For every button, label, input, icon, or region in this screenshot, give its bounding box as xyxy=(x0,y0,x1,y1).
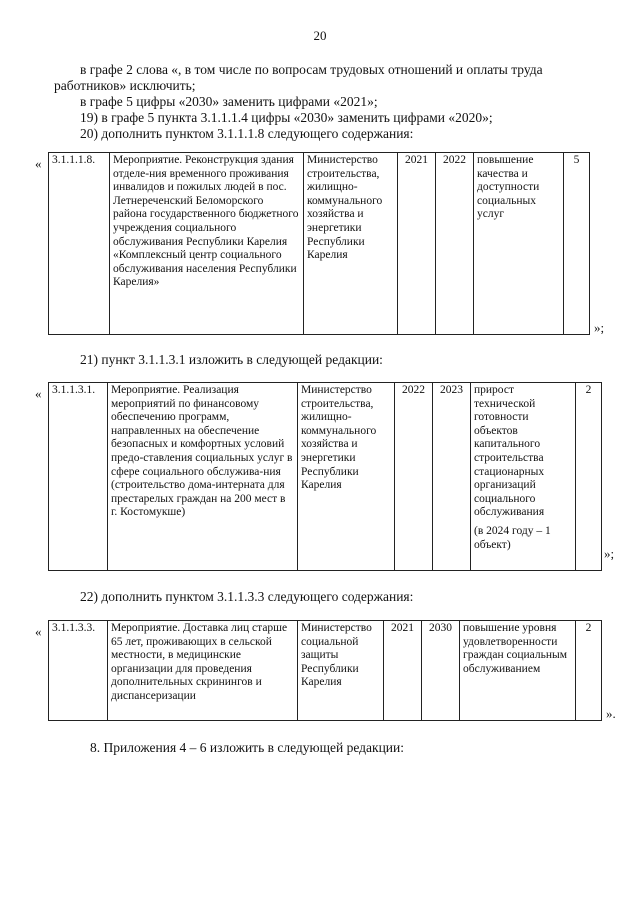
quote-close-2: »; xyxy=(604,546,615,561)
table-row xyxy=(49,383,602,571)
start-year: 2021 xyxy=(398,153,436,335)
indicator-number: 2 xyxy=(576,621,602,721)
intro-line-3: в графе 5 цифры «2030» заменить цифрами «2021»; xyxy=(80,94,378,109)
indicator-number: 5 xyxy=(564,153,590,335)
expected-result xyxy=(471,383,576,571)
amendment-table-3 xyxy=(48,620,602,721)
start-year: 2022 xyxy=(395,383,433,571)
table-row xyxy=(49,621,602,721)
paragraph-22: 22) дополнить пунктом 3.1.1.3.3 следующего содержания: xyxy=(80,589,414,604)
event-description: Мероприятие. Реконструкция здания отделе-ния временного проживания инвалидов и пожилых людей в пос. Летнереченский Беломорского района государственного бюджетного учреждения социального обслуживания Республики Карелия «Комплексный центр социального обслуживания населения Республики Карелия» xyxy=(110,153,304,335)
intro-line-4: 19) в графе 5 пункта 3.1.1.1.4 цифры «2030» заменить цифрами «2020»; xyxy=(80,110,493,125)
quote-open-1: « xyxy=(35,156,42,171)
indicator-number: 2 xyxy=(576,383,602,571)
quote-open-2: « xyxy=(35,386,42,401)
amendment-table-2 xyxy=(48,382,602,571)
paragraph-8: 8. Приложения 4 – 6 изложить в следующей редакции: xyxy=(90,740,405,755)
intro-line-5: 20) дополнить пунктом 3.1.1.1.8 следующего содержания: xyxy=(80,126,414,141)
end-year: 2023 xyxy=(433,383,471,571)
quote-open-3: « xyxy=(35,624,42,639)
end-year: 2022 xyxy=(436,153,474,335)
result-text: прирост технической готовности объектов капитального строительства стационарных организаций социального обслуживания xyxy=(474,384,545,519)
item-code: 3.1.1.1.8. xyxy=(49,153,110,335)
paragraph-21: 21) пункт 3.1.1.3.1 изложить в следующей редакции: xyxy=(80,352,383,367)
amendment-table-1 xyxy=(48,152,590,335)
expected-result: повышение качества и доступности социальных услуг xyxy=(474,153,564,335)
item-code: 3.1.1.3.1. xyxy=(49,383,108,571)
intro-line-1: в графе 2 слова «, в том числе по вопросам трудовых отношений и оплаты труда xyxy=(80,62,543,77)
end-year: 2030 xyxy=(422,621,460,721)
event-description: Мероприятие. Доставка лиц старше 65 лет, проживающих в сельской местности, в медицинские организации для проведения дополнительных скринингов и диспансеризации xyxy=(108,621,298,721)
event-description: Мероприятие. Реализация мероприятий по финансовому обеспечению программ, направленных на обеспечение безопасных и комфортных условий предо-ставления социальных услуг в сфере социального обслужива-ния (строительство дома-интерната для престарелых граждан на 200 мест в г. Костомукше) xyxy=(108,383,298,571)
responsible-ministry: Министерство строительства, жилищно-коммунального хозяйства и энергетики Республики Карелия xyxy=(304,153,398,335)
responsible-ministry: Министерство строительства, жилищно-коммунального хозяйства и энергетики Республики Карелия xyxy=(298,383,395,571)
responsible-ministry: Министерство социальной защиты Республики Карелия xyxy=(298,621,384,721)
start-year: 2021 xyxy=(384,621,422,721)
table-row xyxy=(49,153,590,335)
intro-line-2: работников» исключить; xyxy=(54,78,196,93)
page-number: 20 xyxy=(313,28,327,43)
quote-close-3: ». xyxy=(606,706,616,721)
quote-close-1: »; xyxy=(594,320,605,335)
result-note: (в 2024 году – 1 объект) xyxy=(474,524,551,551)
expected-result: повышение уровня удовлетворенности граждан социальным обслуживанием xyxy=(460,621,576,721)
item-code: 3.1.1.3.3. xyxy=(49,621,108,721)
